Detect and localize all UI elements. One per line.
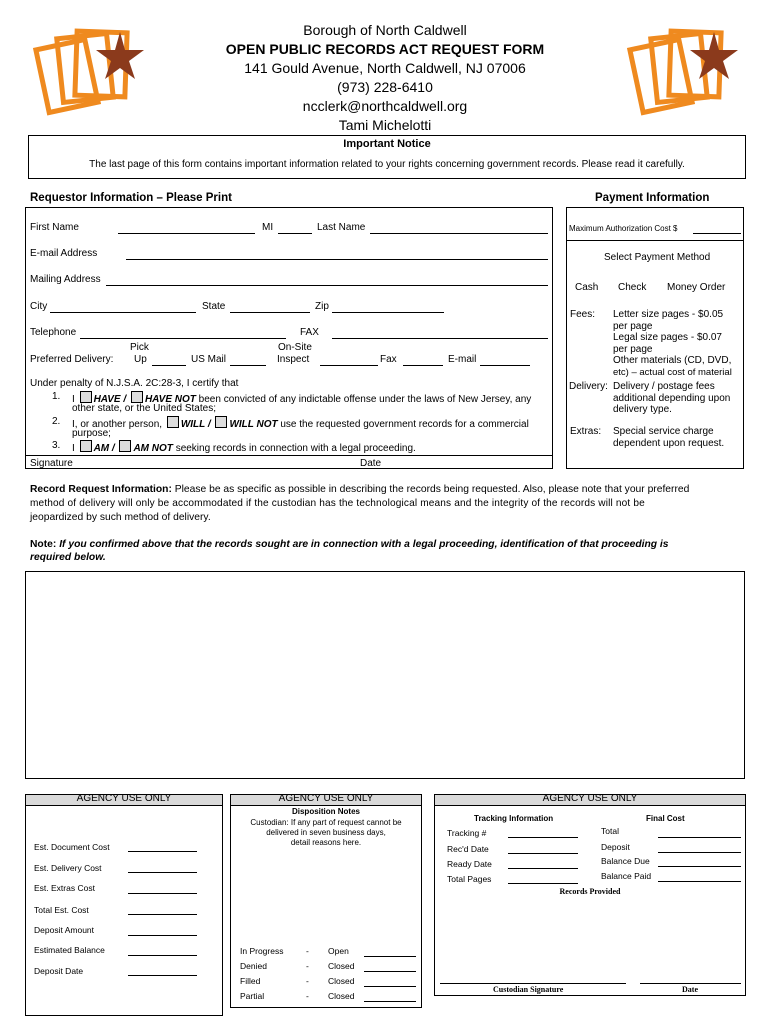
city-field[interactable]	[50, 312, 196, 313]
disposition-notes-heading: Disposition Notes	[291, 807, 360, 816]
inspect-field[interactable]	[320, 365, 378, 366]
item1-continuation: other state, or the United States;	[72, 403, 216, 414]
cash-option[interactable]: Cash	[575, 282, 599, 293]
fee-line: Other materials (CD, DVD,	[613, 355, 732, 367]
custodian-date-field[interactable]	[640, 983, 741, 984]
max-auth-field[interactable]	[693, 233, 741, 234]
state-label: State	[202, 301, 226, 312]
item2-prefix: I, or another person,	[72, 419, 163, 430]
fax-delivery-field[interactable]	[403, 365, 443, 366]
pickup-label: Up	[134, 354, 147, 365]
record-request-line1	[30, 484, 689, 495]
payment-heading: Payment Information	[595, 192, 710, 204]
est-document-cost-label: Est. Document Cost	[34, 842, 110, 852]
item2-continuation: purpose;	[72, 428, 111, 439]
zip-label: Zip	[315, 301, 329, 312]
item1-number: 1.	[52, 391, 61, 402]
tracking-number-label: Tracking #	[447, 828, 487, 838]
est-delivery-cost-field[interactable]	[128, 872, 197, 873]
will-not-checkbox[interactable]	[215, 416, 227, 428]
status-dash: -	[306, 976, 309, 986]
extras-line: Special service charge	[613, 426, 714, 437]
delivery-label: Delivery:	[569, 381, 608, 392]
agency-mid-divider	[230, 805, 422, 806]
note-line1	[30, 539, 669, 550]
deposit-date-label: Deposit Date	[34, 966, 84, 976]
zip-field[interactable]	[332, 312, 444, 313]
status-closed: Closed	[328, 976, 355, 986]
penalty-text: Under penalty of N.J.S.A. 2C:28-3, I certify that	[30, 378, 239, 389]
status-denied: Denied	[240, 961, 267, 971]
delivery-line: Delivery / postage fees	[613, 381, 715, 392]
am-checkbox[interactable]	[80, 440, 92, 452]
email-field[interactable]	[126, 259, 548, 260]
will-not-label: WILL NOT	[229, 419, 278, 430]
max-auth-label: Maximum Authorization Cost $	[569, 224, 678, 233]
last-name-field[interactable]	[370, 233, 548, 234]
note-text: If you confirmed above that the records sought are in connection with a legal proceeding, identification of that proceeding is	[59, 539, 669, 550]
fax-delivery-label: Fax	[380, 354, 397, 365]
custodian-signature-label: Custodian Signature	[493, 985, 564, 994]
signature-label[interactable]: Signature	[30, 458, 73, 469]
delivery-line: additional depending upon	[613, 392, 731, 404]
email-delivery-field[interactable]	[480, 365, 530, 366]
state-field[interactable]	[230, 312, 310, 313]
mi-field[interactable]	[278, 233, 312, 234]
mailing-field[interactable]	[106, 285, 548, 286]
onsite-label: On-Site	[278, 342, 312, 353]
first-name-label: First Name	[30, 222, 79, 233]
record-request-label: Record Request Information:	[30, 484, 172, 495]
pick-label: Pick	[130, 342, 149, 353]
est-document-cost-field[interactable]	[128, 851, 197, 852]
have-checkbox[interactable]	[80, 391, 92, 403]
recd-date-label: Rec'd Date	[447, 844, 489, 854]
estimated-balance-label: Estimated Balance	[34, 945, 105, 955]
extras-line: dependent upon request.	[613, 437, 725, 449]
pickup-field[interactable]	[152, 365, 186, 366]
inspect-label: Inspect	[277, 354, 310, 365]
status-denied-field[interactable]	[364, 971, 416, 972]
first-name-field[interactable]	[118, 233, 255, 234]
total-pages-label: Total Pages	[447, 874, 492, 884]
extras-list	[613, 426, 724, 449]
status-partial-field[interactable]	[364, 1001, 416, 1002]
fee-line: Letter size pages - $0.05	[613, 309, 724, 320]
total-est-cost-label: Total Est. Cost	[34, 905, 89, 915]
telephone-label: Telephone	[30, 327, 77, 338]
item3-number: 3.	[52, 440, 61, 451]
ready-date-field[interactable]	[508, 868, 578, 869]
deposit-amount-label: Deposit Amount	[34, 925, 95, 935]
agency-left-heading: AGENCY USE ONLY	[76, 793, 172, 804]
item2-text: use the requested government records for a commercial	[280, 419, 529, 430]
have-label: HAVE /	[93, 394, 127, 405]
disposition-note-line2: delivered in seven business days,	[266, 828, 386, 837]
disposition-note-line3: detail reasons here.	[290, 838, 362, 847]
preferred-delivery-label: Preferred Delivery:	[30, 354, 114, 365]
status-filled-field[interactable]	[364, 986, 416, 987]
check-option[interactable]: Check	[618, 282, 647, 293]
record-request-line3: jeopardized by such method of delivery.	[30, 512, 211, 523]
borough-phone: (973) 228-6410	[337, 79, 433, 95]
notice-heading: Important Notice	[343, 138, 431, 150]
signature-divider	[25, 455, 553, 456]
status-closed: Closed	[328, 991, 355, 1001]
fee-line: per page	[613, 320, 653, 332]
clerk-name: Tami Michelotti	[338, 117, 432, 133]
records-request-textarea[interactable]	[25, 571, 745, 779]
record-request-text: Please be as specific as possible in describing the records being requested. Also, please note that your preferred	[174, 484, 690, 495]
telephone-field[interactable]	[80, 338, 286, 339]
fee-line: per page	[613, 343, 653, 355]
ready-date-label: Ready Date	[447, 859, 492, 869]
item1-prefix: I	[72, 394, 75, 405]
note-line2: required below.	[30, 552, 106, 563]
have-not-label: HAVE NOT	[144, 394, 196, 405]
custodian-date-label: Date	[682, 985, 698, 994]
note-label: Note:	[30, 539, 57, 550]
select-payment-label: Select Payment Method	[604, 252, 711, 263]
notice-text: The last page of this form contains important information related to your rights concerning government records. Please read it carefully.	[89, 159, 685, 170]
money-order-option[interactable]: Money Order	[667, 282, 726, 293]
will-label: WILL /	[180, 419, 211, 430]
status-in-progress: In Progress	[240, 946, 284, 956]
status-dash: -	[306, 961, 309, 971]
item3-prefix: I	[72, 443, 75, 454]
extras-label: Extras:	[570, 426, 602, 437]
disposition-note-line1: Custodian: If any part of request cannot be	[250, 818, 402, 827]
status-closed: Closed	[328, 961, 355, 971]
balance-paid-label: Balance Paid	[601, 871, 652, 881]
status-filled: Filled	[240, 976, 261, 986]
agency-mid-heading: AGENCY USE ONLY	[278, 793, 374, 804]
borough-name: Borough of North Caldwell	[303, 22, 467, 38]
item1-text: been convicted of any indictable offense under the laws of New Jersey, any	[198, 394, 532, 405]
agency-right-heading: AGENCY USE ONLY	[542, 793, 638, 804]
borough-address: 141 Gould Avenue, North Caldwell, NJ 07006	[244, 60, 526, 76]
total-pages-field[interactable]	[508, 883, 578, 884]
status-in-progress-field[interactable]	[364, 956, 416, 957]
mailing-label: Mailing Address	[30, 274, 101, 285]
status-partial: Partial	[240, 991, 265, 1001]
item2-number: 2.	[52, 416, 61, 427]
email-delivery-label: E-mail	[448, 354, 477, 365]
total-est-cost-field[interactable]	[128, 914, 197, 915]
fees-list	[613, 309, 732, 379]
status-open: Open	[328, 946, 349, 956]
balance-due-field[interactable]	[658, 866, 741, 867]
mi-label: MI	[262, 222, 274, 233]
date-label[interactable]: Date	[360, 458, 382, 469]
tracking-heading: Tracking Information	[474, 814, 554, 823]
est-extras-cost-field[interactable]	[128, 893, 197, 894]
fax-field[interactable]	[332, 338, 548, 339]
am-label: AM /	[93, 443, 115, 454]
final-deposit-label: Deposit	[601, 842, 630, 852]
will-checkbox[interactable]	[167, 416, 179, 428]
item3-text: seeking records in connection with a legal proceeding.	[175, 443, 416, 454]
borough-email: ncclerk@northcaldwell.org	[302, 98, 468, 114]
tracking-number-field[interactable]	[508, 837, 578, 838]
item2-line	[72, 416, 529, 430]
payment-divider	[566, 240, 744, 241]
recd-date-field[interactable]	[508, 853, 578, 854]
form-title: OPEN PUBLIC RECORDS ACT REQUEST FORM	[225, 41, 545, 57]
am-not-checkbox[interactable]	[119, 440, 131, 452]
delivery-line: delivery type.	[613, 404, 672, 416]
am-not-label: AM NOT	[133, 443, 173, 454]
fee-line: Legal size pages - $0.07	[613, 332, 722, 344]
balance-due-label: Balance Due	[601, 856, 650, 866]
final-total-field[interactable]	[658, 837, 741, 838]
status-dash: -	[306, 991, 309, 1001]
usmail-field[interactable]	[230, 365, 266, 366]
deposit-amount-field[interactable]	[128, 935, 197, 936]
balance-paid-field[interactable]	[658, 881, 741, 882]
fees-label: Fees:	[570, 309, 596, 320]
records-provided-heading: Records Provided	[559, 887, 621, 896]
fax-label: FAX	[300, 327, 319, 338]
est-extras-cost-label: Est. Extras Cost	[34, 883, 95, 893]
last-name-label: Last Name	[317, 222, 366, 233]
city-label: City	[30, 301, 48, 312]
final-cost-heading: Final Cost	[646, 814, 685, 823]
item3-line	[72, 440, 416, 454]
requestor-heading: Requestor Information – Please Print	[30, 192, 232, 204]
est-delivery-cost-label: Est. Delivery Cost	[34, 863, 102, 873]
delivery-list	[613, 381, 730, 416]
final-total-label: Total	[601, 826, 619, 836]
record-request-line2: method of delivery will only be accommodated if the custodian has the technological means and the integrity of the records will not be	[30, 498, 645, 509]
custodian-signature-field[interactable]	[440, 983, 626, 984]
final-deposit-field[interactable]	[658, 852, 741, 853]
deposit-date-field[interactable]	[128, 975, 197, 976]
usmail-label: US Mail	[191, 354, 227, 365]
have-not-checkbox[interactable]	[131, 391, 143, 403]
email-label: E-mail Address	[30, 248, 98, 259]
fee-line: etc) – actual cost of material	[613, 366, 732, 378]
estimated-balance-field[interactable]	[128, 955, 197, 956]
status-dash: -	[306, 946, 309, 956]
